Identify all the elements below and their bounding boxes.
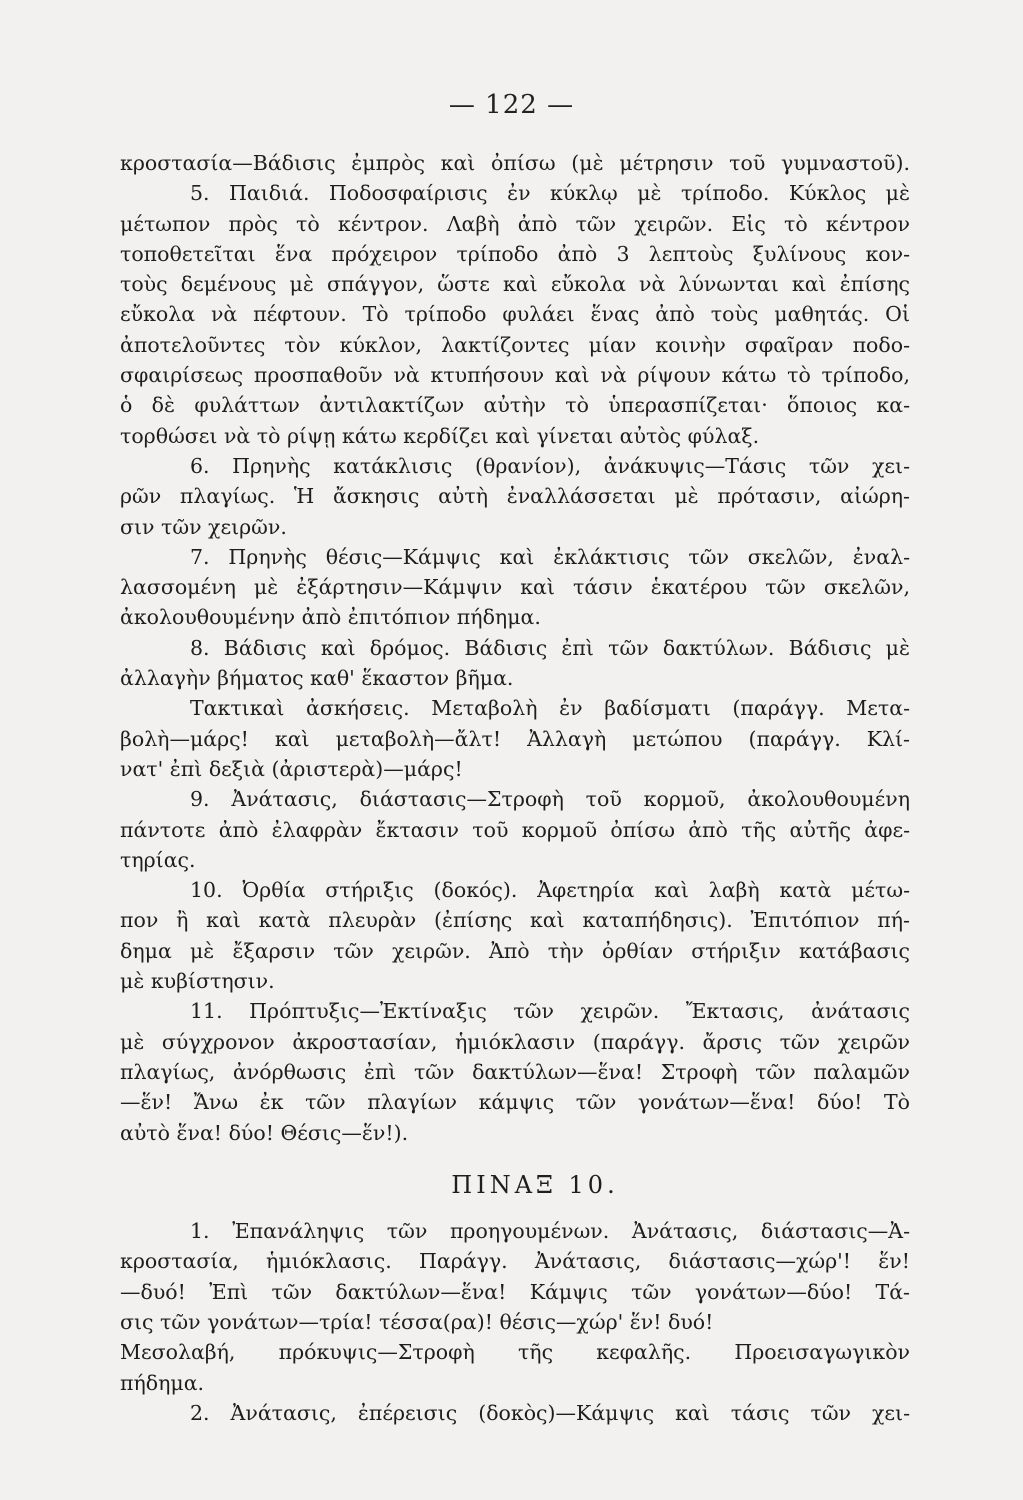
text-line: 1. Ἐπανάληψις τῶν προηγουμένων. Ἀνάτασις, διάστασις—Ἀ- [190,1219,910,1244]
text-line: 9. Ἀνάτασις, διάστασις—Στροφὴ τοῦ κορμοῦ, ἀκολουθουμένη [190,787,910,812]
text-line: 5. Παιδιά. Ποδοσφαίρισις ἐν κύκλῳ μὲ τρίποδο. Κύκλος μὲ [190,181,910,206]
text-line: 7. Πρηνὴς θέσις—Κάμψις καὶ ἐκλάκτισις τῶν σκελῶν, ἐναλ- [190,544,910,569]
text-line: 10. Ὀρθία στήριξις (δοκός). Ἀφετηρία καὶ λαβὴ κατὰ μέτω- [190,878,910,903]
text-line: μὲ σύγχρονον ἀκροστασίαν, ἡμιόκλασιν (παράγγ. ἄρσις τῶν χειρῶν [120,1029,910,1054]
text-line: πήδημα. [120,1370,205,1395]
text-line: —δυό! Ἐπὶ τῶν δακτύλων—ἕνα! Κάμψις τῶν γονάτων—δύο! Τά- [120,1279,910,1304]
page-number: — 122 — [448,90,575,120]
text-line: τοποθετεῖται ἕνα πρόχειρον τρίποδο ἀπὸ 3 λεπτοὺς ξυλίνους κον- [120,241,910,266]
text-line: τορθώσει νὰ τὸ ρίψῃ κάτω κερδίζει καὶ γίνεται αὐτὸς φύλαξ. [120,423,760,448]
text-line: πλαγίως, ἀνόρθωσις ἐπὶ τῶν δακτύλων—ἕνα! Στροφὴ τῶν παλαμῶν [120,1059,910,1084]
text-line: σφαιρίσεως προσπαθοῦν νὰ κτυπήσουν καὶ νὰ ρίψουν κάτω τὸ τρίποδο, [120,363,910,388]
text-line: ἀκολουθουμένην ἀπὸ ἐπιτόπιον πήδημα. [120,605,541,630]
text-line: τοὺς δεμένους μὲ σπάγγον, ὥστε καὶ εὔκολα νὰ λύνωνται καὶ ἐπίσης [120,272,910,297]
text-line: τηρίας. [120,847,196,872]
text-line: ρῶν πλαγίως. Ἡ ἄσκησις αὐτὴ ἐναλλάσσεται μὲ πρότασιν, αἰώρη- [120,484,910,509]
text-line: σιν τῶν χειρῶν. [120,514,287,539]
text-line: νατ' ἐπὶ δεξιὰ (ἀριστερὰ)—μάρς! [120,756,463,781]
text-line: ἀλλαγὴν βήματος καθ' ἕκαστον βῆμα. [120,666,514,691]
text-line: εὔκολα νὰ πέφτουν. Τὸ τρίποδο φυλάει ἕνας ἀπὸ τοὺς μαθητάς. Οἱ [120,302,910,327]
text-line: 11. Πρόπτυξις—Ἐκτίναξις τῶν χειρῶν. Ἔκτασις, ἀνάτασις [190,999,910,1024]
text-line: κροστασία—Βάδισις ἐμπρὸς καὶ ὀπίσω (μὲ μέτρησιν τοῦ γυμναστοῦ). [120,151,910,175]
text-line: ὁ δὲ φυλάττων ἀντιλακτίζων αὐτὴν τὸ ὑπερασπίζεται· ὅποιος κα- [120,393,910,418]
text-line: πάντοτε ἀπὸ ἐλαφρὰν ἔκτασιν τοῦ κορμοῦ ὀπίσω ἀπὸ τῆς αὐτῆς ἀφε- [120,817,910,842]
text-line: αὐτὸ ἕνα! δύο! Θέσις—ἕν!). [120,1120,409,1145]
text-line: δημα μὲ ἔξαρσιν τῶν χειρῶν. Ἀπὸ τὴν ὀρθίαν στήριξιν κατάβασις [120,938,910,963]
text-line: 6. Πρηνὴς κατάκλισις (θρανίον), ἀνάκυψις—Τάσις τῶν χει- [190,453,910,478]
text-line: —ἕν! Ἄνω ἐκ τῶν πλαγίων κάμψις τῶν γονάτων—ἕνα! δύο! Τὸ [120,1090,910,1115]
text-line: Τακτικαὶ ἀσκήσεις. Μεταβολὴ ἐν βαδίσματι (παράγγ. Μετα- [190,696,910,721]
text-line: μὲ κυβίστησιν. [120,969,275,994]
text-line: λασσομένη μὲ ἐξάρτησιν—Κάμψιν καὶ τάσιν ἑκατέρου τῶν σκελῶν, [120,575,910,600]
section-title: ΠΙΝΑΞ 10. [451,1170,619,1199]
text-line: πον ἢ καὶ κατὰ πλευρὰν (ἐπίσης καὶ καταπήδησις). Ἐπιτόπιον πή- [120,908,910,933]
text-line: 2. Ἀνάτασις, ἐπέρεισις (δοκὸς)—Κάμψις καὶ τάσις τῶν χει- [190,1400,910,1425]
text-line: σις τῶν γονάτων—τρία! τέσσα(ρα)! θέσις—χώρ' ἕν! δυό! [120,1309,714,1334]
text-line: ἀποτελοῦντες τὸν κύκλον, λακτίζοντες μίαν κοινὴν σφαῖραν ποδο- [120,332,910,357]
text-line: μέτωπον πρὸς τὸ κέντρον. Λαβὴ ἀπὸ τῶν χειρῶν. Εἰς τὸ κέντρον [120,211,910,236]
text-line: βολὴ—μάρς! καὶ μεταβολὴ—ἄλτ! Ἀλλαγὴ μετώπου (παράγγ. Κλί- [120,726,910,751]
text-line: κροστασία, ἡμιόκλασις. Παράγγ. Ἀνάτασις, διάστασις—χώρ'! ἕν! [120,1249,910,1274]
body-text [120,148,910,1428]
text-line: 8. Βάδισις καὶ δρόμος. Βάδισις ἐπὶ τῶν δακτύλων. Βάδισις μὲ [190,635,910,660]
text-line: Μεσολαβή, πρόκυψις—Στροφὴ τῆς κεφαλῆς. Προεισαγωγικὸν [120,1340,910,1365]
